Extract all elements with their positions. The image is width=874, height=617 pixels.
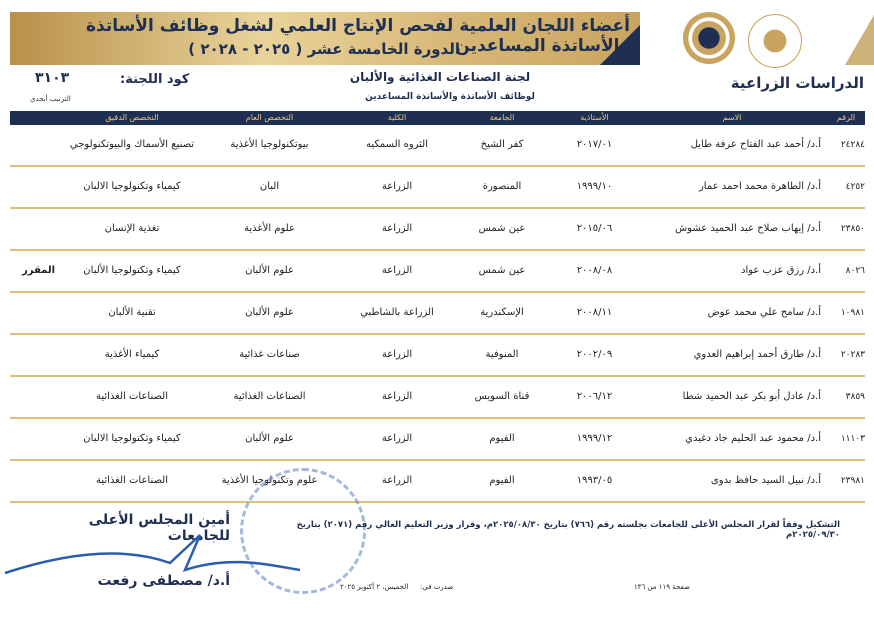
cell-rank: ١٠٩٨١: [840, 308, 865, 318]
secretary-title: أمين المجلس الأعلى للجامعات: [88, 512, 230, 544]
cell-rank: ٢٠٢٨٣: [840, 350, 865, 360]
cell-university: المنوفية: [485, 349, 519, 360]
decree-text: التشكيل وفقاً لقرار المجلس الأعلى للجامعات بجلسته رقم (٧٦٦) بتاريخ ٢٠٢٥/٠٨/٣٠م، وقرار وزير التعليم العالي رقم (٢٠٧١) بتاريخ ٢٠٢٥/٠٩/٣٠م: [296, 520, 840, 540]
cell-name: أ.د/ نبيل السيد حافظ بدوى: [710, 475, 821, 486]
cell-rank: ١١١٠٣: [840, 434, 865, 444]
cell-precise-specialty: تغذية الإنسان: [104, 223, 160, 234]
cell-faculty: الزراعة بالشاطبي: [360, 307, 434, 318]
cell-faculty: الزراعة: [381, 223, 413, 234]
cell-faculty: الزراعة: [381, 433, 413, 444]
years-of-excellence-logo-icon: [683, 12, 735, 64]
cell-name: أ.د/ رزق عزب عواد: [741, 265, 821, 276]
column-header-faculty: الكلية: [387, 113, 407, 122]
cell-general-specialty: علوم الألبان: [245, 265, 294, 276]
cell-general-specialty: علوم الأغذية: [244, 223, 295, 234]
cell-professorship-date: ٢٠١٥/٠٦: [576, 223, 613, 234]
cell-university: عين شمس: [478, 265, 526, 276]
cell-faculty: الزراعة: [381, 265, 413, 276]
cell-rank: ٢٤٢٨٤: [840, 140, 865, 150]
cell-precise-specialty: كيمياء الأغذية: [104, 349, 160, 360]
cell-general-specialty: علوم الألبان: [245, 307, 294, 318]
committee-name: لجنة الصناعات الغذائية والألبان: [349, 70, 531, 84]
cell-rank: ٢٣٩٨١: [840, 476, 865, 486]
cell-name: أ.د/ الطاهرة محمد احمد عمار: [698, 181, 821, 192]
cell-name: أ.د/ أحمد عبد الفتاح عرفة طايل: [690, 139, 821, 150]
cell-professorship-date: ١٩٩٩/١٠: [576, 181, 613, 192]
column-header-university: الجامعة: [489, 113, 515, 122]
cell-precise-specialty: تصنيع الأسماك والبيوتكنولوجي: [69, 139, 195, 150]
column-header-rank: الرقم: [836, 113, 856, 122]
column-header-precise-specialty: التخصص الدقيق: [105, 113, 159, 122]
members-table: [10, 125, 865, 503]
cell-precise-specialty: تقنية الألبان: [108, 307, 156, 318]
table-row: [10, 125, 865, 167]
table-row: [10, 419, 865, 461]
document-subtitle: الدورة الخامسة عشر ( ٢٠٢٥ - ٢٠٢٨ ): [188, 40, 460, 58]
cell-name: أ.د/ طارق أحمد إبراهيم العدوي: [693, 349, 821, 360]
cell-professorship-date: ٢٠٠٢/٠٩: [576, 349, 613, 360]
cell-general-specialty: علوم الألبان: [245, 433, 294, 444]
cell-precise-specialty: كيمياء وتكنولوجيا الالبان: [83, 181, 181, 192]
cell-university: الفيوم: [489, 475, 515, 486]
order-note: الترتيب أبجدي: [30, 95, 71, 103]
cell-precise-specialty: الصناعات الغذائية: [95, 391, 168, 402]
cell-faculty: الزراعة: [381, 181, 413, 192]
cell-name: أ.د/ محمود عبد الحليم جاد دغيدي: [685, 433, 821, 444]
column-header-professorship: الأستاذية: [580, 113, 609, 122]
committee-code-label: كود اللجنة:: [120, 72, 190, 87]
table-row: [10, 461, 865, 503]
cell-professorship-date: ٢٠٠٦/١٢: [576, 391, 613, 402]
egypt-eagle-emblem-icon: [748, 14, 802, 68]
cell-name: أ.د/ سامح علي محمد عوض: [707, 307, 821, 318]
cell-faculty: الزراعة: [381, 391, 413, 402]
cell-university: عين شمس: [478, 223, 526, 234]
corner-decoration: [845, 15, 874, 65]
cell-professorship-date: ٢٠٠٨/١١: [576, 307, 613, 318]
cell-name: أ.د/ عادل أبو بكر عبد الحميد شطا: [682, 391, 821, 402]
page-number: صفحة ١١٩ من ١٣٦: [633, 583, 690, 591]
secretary-name: أ.د/ مصطفى رفعت: [97, 573, 230, 589]
table-row: [10, 251, 865, 293]
cell-professorship-date: ٢٠١٧/٠١: [576, 139, 613, 150]
cell-note: المقرر: [21, 265, 56, 276]
cell-rank: ٣٨٥٩: [845, 392, 865, 402]
document-title: أعضاء اللجان العلمية لفحص الإنتاج العلمي لشغل وظائف الأساتذة والأساتذة المساعدين: [85, 16, 630, 56]
cell-faculty: الثروه السمكيه: [365, 139, 429, 150]
cell-university: المنصورة: [482, 181, 522, 192]
cell-general-specialty: علوم وتكنولوجيا الأغذية: [221, 475, 318, 486]
table-row: [10, 209, 865, 251]
table-row: [10, 167, 865, 209]
cell-faculty: الزراعة: [381, 475, 413, 486]
cell-general-specialty: البان: [259, 181, 280, 192]
cell-university: كفر الشيخ: [480, 139, 524, 150]
cell-precise-specialty: كيمياء وتكنولوجيا الالبان: [83, 433, 181, 444]
table-row: [10, 377, 865, 419]
sector-name: الدراسات الزراعية: [730, 74, 864, 92]
table-header: [10, 111, 865, 125]
cell-university: قناة السويس: [474, 391, 530, 402]
jobs-label: لوظائف الأساتذة والأساتذة المساعدين: [365, 92, 535, 102]
issued-date: الخميس، ٢ أكتوبر ٢٠٢٥: [340, 583, 409, 591]
cell-general-specialty: صناعات غذائية: [239, 349, 300, 360]
column-header-note: [10, 111, 67, 125]
column-header-general-specialty: التخصص العام: [245, 113, 294, 122]
cell-university: الإسكندرية: [480, 307, 524, 318]
cell-university: الفيوم: [489, 433, 515, 444]
cell-precise-specialty: كيمياء وتكنولوجيا الألبان: [83, 265, 181, 276]
cell-precise-specialty: الصناعات الغذائية: [95, 475, 168, 486]
cell-name: أ.د/ إيهاب صلاح عبد الحميد عشوش: [674, 223, 821, 234]
cell-professorship-date: ١٩٩٩/١٢: [576, 433, 613, 444]
committee-code-value: ٣١٠٣: [35, 70, 70, 86]
cell-faculty: الزراعة: [381, 349, 413, 360]
cell-general-specialty: بيوتكنولوجيا الأغذية: [230, 139, 309, 150]
column-header-name: الاسم: [722, 113, 742, 122]
cell-rank: ٨٠٢٦: [845, 266, 865, 276]
cell-rank: ٤٢٥٢: [845, 182, 865, 192]
cell-professorship-date: ١٩٩٣/٠٥: [576, 475, 613, 486]
table-row: [10, 293, 865, 335]
cell-general-specialty: الصناعات الغذائية: [233, 391, 306, 402]
cell-rank: ٢٣٨٥٠: [840, 224, 865, 234]
table-row: [10, 335, 865, 377]
cell-professorship-date: ٢٠٠٨/٠٨: [576, 265, 613, 276]
issued-label: صدرت في:: [420, 583, 454, 591]
